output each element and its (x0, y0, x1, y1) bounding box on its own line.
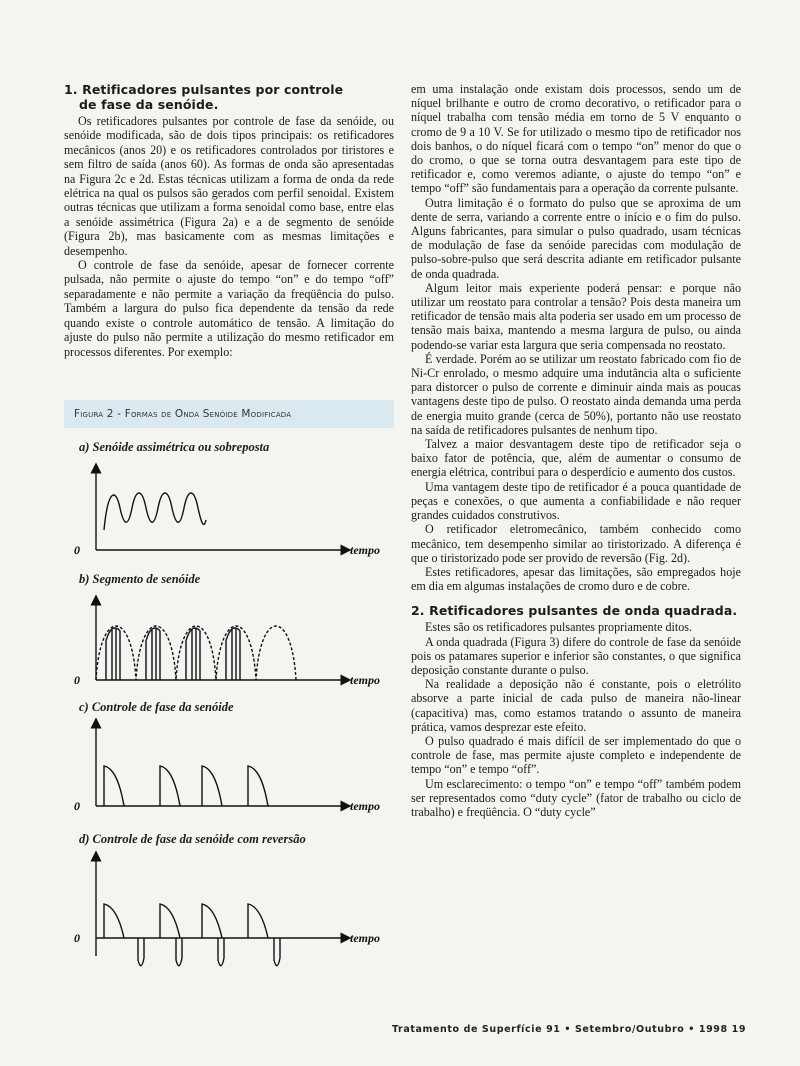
panel-a-title: a) Senóide assimétrica ou sobreposta (79, 440, 270, 454)
paragraph: Talvez a maior desvantagem deste tipo de retificador seja o baixo fator de potência, que, além de aumentar o consumo de energia elétrica, contribui para o desperdício e aumento dos custos. (411, 437, 741, 480)
figure-2 (64, 400, 394, 974)
panel-d-pulses (104, 904, 280, 966)
panel-b-axis-label: tempo (350, 673, 380, 687)
panel-c-axis-label: tempo (350, 799, 380, 813)
panel-c-origin-label: 0 (74, 799, 80, 813)
paragraph: Na realidade a deposição não é constante, pois o eletrólito absorve a parte inicial de cada pulso de maneira não-linear (capacitiva) mas, como estamos tratando o assunto de maneira prática, vamos desprezar este efeito. (411, 677, 741, 734)
paragraph: É verdade. Porém ao se utilizar um reostato fabricado com fio de Ni-Cr enrolado, o mesmo adquire uma indutância alta o suficiente para distorcer o pulso de corrente e diminuir ainda mais as poucas vantagens deste tipo de pulso. O reostato ainda demanda uma perda de energia muito grande (cerca de 50%), portanto não use reostato na saída de retificadores pulsantes de nenhum tipo. (411, 351, 741, 437)
right-column (411, 82, 741, 819)
paragraph: Outra limitação é o formato do pulso que se aproxima de um dente de serra, variando a corrente entre o início e o fim do pulso. Alguns fabricantes, para simular o pulso quadrado, usam técnicas de modulação de fase da senóide parecidas com modulação de pulso-sobre-pulso que será descrita adiante em retificador pulsante de onda quadrada. (411, 195, 741, 281)
waveform-diagrams (64, 428, 394, 974)
paragraph: Algum leitor mais experiente poderá pensar: e porque não utilizar um reostato para controlar a tensão? Pois desta maneira um retificador de tensão mais alta poderia ser usado em um processo de tensão mais baixa, mantendo a mesma largura de pulso, ou ainda podendo-se variar esta largura que seria compensada no reostato. (411, 280, 741, 352)
paragraph: Um esclarecimento: o tempo “on” e tempo “off” também podem ser representados como “duty cycle” (fator de trabalho ou ciclo de trabalho) e freqüência. O “duty cycle” (411, 776, 741, 819)
section1-heading (64, 82, 394, 112)
panel-d-axis-label: tempo (350, 931, 380, 945)
figure-caption: Figura 2 - Formas de Onda Senóide Modificada (64, 400, 394, 428)
panel-d-origin-label: 0 (74, 931, 80, 945)
paragraph: O pulso quadrado é mais difícil de ser implementado do que o controle de fase, mas permite ajuste completo e independente de tempo “on” e tempo “off”. (411, 733, 741, 777)
left-column (64, 82, 394, 359)
paragraph: A onda quadrada (Figura 3) difere do controle de fase da senóide pois os patamares superior e inferior são constantes, o que significa deposição constante durante o pulso. (411, 634, 741, 677)
section1-heading-line1: 1. Retificadores pulsantes por controle (64, 82, 344, 97)
paragraph: Uma vantagem deste tipo de retificador é a pouca quantidade de peças e conexões, o que aumenta a confiabilidade e não requer grandes cuidados construtivos. (411, 479, 741, 523)
panel-a-axis-label: tempo (350, 543, 380, 557)
paragraph: Os retificadores pulsantes por controle de fase da senóide, ou senóide modificada, são de dois tipos principais: os retificadores mecânicos (anos 20) e os retificadores controlados por tiristores e sem filtro de saída (anos 60). As formas de onda são apresentadas na Figura 2c e 2d. Estas técnicas utilizam a forma de onda da rede elétrica na qual os pulsos são gerados com perfil senoidal. Existem outras técnicas que utilizam a forma senoidal como base, entre elas a senóide assimétrica (Figura 2a) e a de segmento de senóide (Figura 2b), mas basicamente com as mesmas limitações e desempenho. (64, 114, 394, 258)
paragraph: Estes retificadores, apesar das limitações, são empregados hoje em dia em algumas instalações de cromo duro e de cobre. (411, 564, 741, 594)
panel-b-title: b) Segmento de senóide (79, 572, 201, 586)
panel-c-pulses (104, 766, 268, 806)
page-footer: Tratamento de Superfície 91 • Setembro/Outubro • 1998 19 (392, 1024, 747, 1035)
panel-c-title: c) Controle de fase da senóide (79, 700, 234, 714)
paragraph: O retificador eletromecânico, também conhecido como mecânico, tem desempenho similar ao tiristorizado. A diferença é que o tiristorizado pode ser provido de reversão (Fig. 2d). (411, 522, 741, 565)
paragraph: O controle de fase da senóide, apesar de fornecer corrente pulsada, não permite o ajuste do tempo “on” e do tempo “off” separadamente e não permite a variação da freqüência do pulso. Também a largura do pulso fica dependente da tensão da rede quando existe o controle automático de tensão. A limitação do ajuste do pulso não permite a utilização do mesmo retificador em processos diferentes. Por exemplo: (64, 258, 394, 359)
panel-b-origin-label: 0 (74, 673, 80, 687)
panel-a-origin-label: 0 (74, 543, 80, 557)
section1-heading-line2: de fase da senóide. (79, 97, 219, 112)
paragraph: em uma instalação onde existam dois processos, sendo um de níquel brilhante e outro de cromo decorativo, o retificador para o níquel trabalha com tensão média em torno de 5 V enquanto o cromo de 9 a 10 V. Se for utilizado o mesmo tipo de retificador nos dois banhos, o do níquel ficará com o tempo “on” menor do que o do cromo, o que se torna outra desvantagem para este tipo de retificador e, como veremos adiante, o ajuste do tempo “on” e tempo “off” são fundamentais para a operação da corrente pulsante. (411, 82, 741, 196)
section2-heading: 2. Retificadores pulsantes de onda quadrada. (411, 603, 738, 619)
panel-d-title: d) Controle de fase da senóide com reversão (79, 832, 306, 846)
paragraph: Estes são os retificadores pulsantes propriamente ditos. (425, 620, 693, 635)
panel-a-waveform (104, 493, 206, 530)
